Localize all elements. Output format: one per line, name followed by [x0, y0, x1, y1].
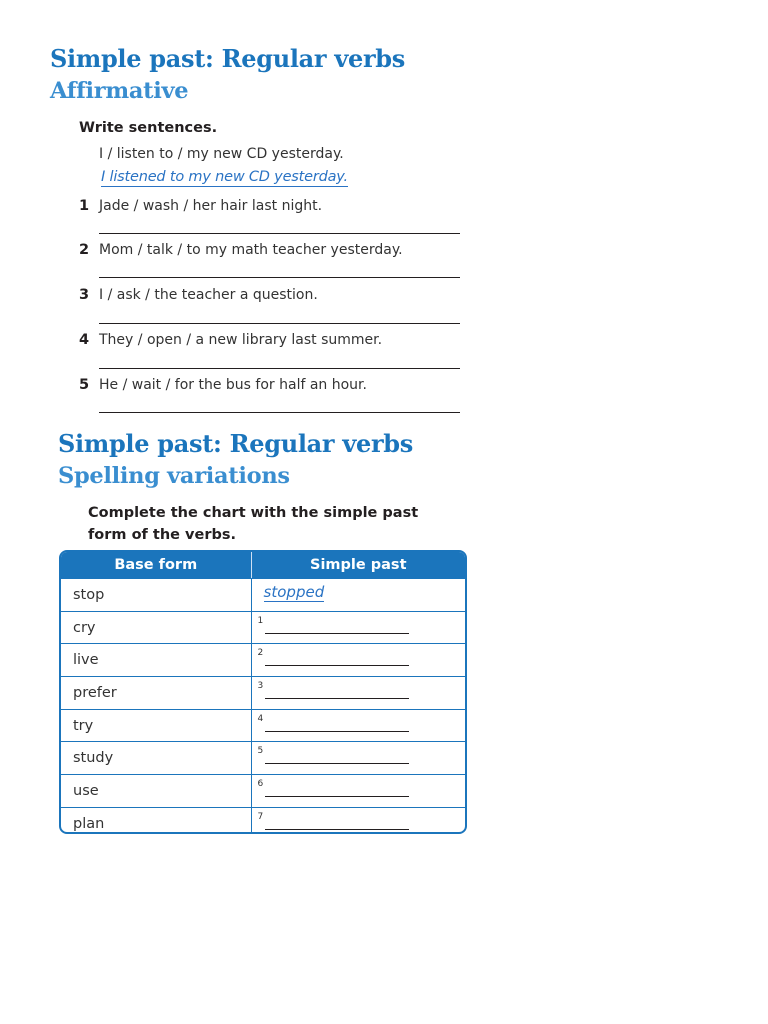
item-prompt-5: He / wait / for the bus for half an hour. [99, 377, 367, 393]
blank-number: 2 [257, 648, 264, 659]
simple-past-cell [251, 710, 465, 742]
answer-line-5[interactable] [99, 412, 460, 413]
answer-blank[interactable] [265, 796, 409, 797]
blank-number: 1 [257, 615, 264, 626]
base-form-cell: try [73, 717, 94, 734]
section2-subtitle: Spelling variations [58, 463, 290, 489]
base-form-cell: live [73, 652, 99, 669]
blank-number: 5 [257, 746, 264, 757]
chart-row [61, 774, 465, 807]
header-simple-past: Simple past [251, 552, 465, 578]
section1-subtitle: Affirmative [50, 78, 189, 104]
example-past-answer: stopped [263, 583, 325, 601]
item-number-2: 2 [79, 242, 90, 258]
section1-instruction: Write sentences. [79, 120, 218, 136]
simple-past-cell [251, 775, 465, 807]
item-number-3: 3 [79, 287, 90, 303]
section2-title: Simple past: Regular verbs [58, 429, 413, 458]
blank-number: 4 [257, 713, 264, 724]
answer-blank[interactable] [265, 763, 409, 764]
base-form-cell: study [73, 750, 114, 767]
item-number-1: 1 [79, 198, 90, 214]
simple-past-cell [251, 612, 465, 644]
item-prompt-1: Jade / wash / her hair last night. [99, 198, 323, 214]
section2-instruction-line2: form of the verbs. [88, 527, 236, 543]
item-prompt-3: I / ask / the teacher a question. [99, 287, 318, 303]
answer-line-3[interactable] [99, 323, 460, 324]
base-form-cell: plan [73, 815, 105, 832]
example-prompt: I / listen to / my new CD yesterday. [99, 146, 344, 162]
blank-number: 7 [257, 811, 264, 822]
answer-blank[interactable] [265, 633, 409, 634]
blank-number: 6 [257, 779, 264, 790]
simple-past-cell [251, 808, 465, 834]
answer-blank[interactable] [265, 665, 409, 666]
chart-header-row [61, 552, 465, 578]
simple-past-cell [251, 579, 465, 611]
verb-chart [59, 550, 467, 834]
section2-instruction-line1: Complete the chart with the simple past [88, 505, 419, 521]
item-number-5: 5 [79, 377, 90, 393]
section1-title: Simple past: Regular verbs [50, 44, 405, 73]
example-answer: I listened to my new CD yesterday. [101, 169, 348, 185]
item-prompt-4: They / open / a new library last summer. [99, 332, 383, 348]
simple-past-cell [251, 677, 465, 709]
answer-blank[interactable] [265, 731, 409, 732]
answer-blank[interactable] [265, 698, 409, 699]
answer-blank[interactable] [265, 829, 409, 830]
simple-past-cell [251, 644, 465, 676]
answer-line-1[interactable] [99, 233, 460, 234]
chart-row [61, 807, 465, 834]
item-number-4: 4 [79, 332, 90, 348]
chart-row [61, 611, 465, 644]
chart-row [61, 741, 465, 774]
blank-number: 3 [257, 681, 264, 692]
chart-example-row [61, 578, 465, 611]
base-form-cell: cry [73, 619, 96, 636]
simple-past-cell [251, 742, 465, 774]
base-form-cell: prefer [73, 684, 117, 701]
chart-row [61, 676, 465, 709]
base-form-cell: stop [73, 586, 105, 603]
chart-row [61, 709, 465, 742]
answer-line-2[interactable] [99, 277, 460, 278]
header-base-form: Base form [114, 557, 198, 573]
item-prompt-2: Mom / talk / to my math teacher yesterday. [99, 242, 403, 258]
section2-instruction [88, 502, 418, 546]
chart-row [61, 643, 465, 676]
base-form-cell: use [73, 782, 99, 799]
answer-line-4[interactable] [99, 368, 460, 369]
